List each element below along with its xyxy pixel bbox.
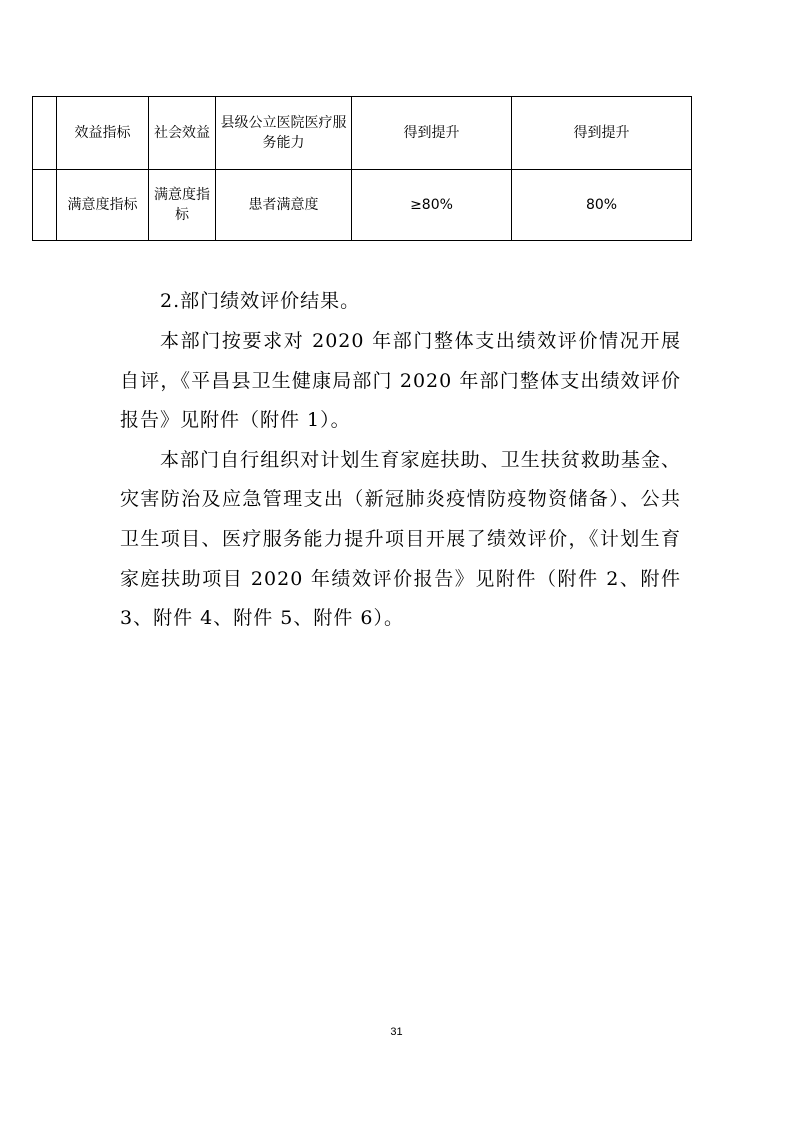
page-number: 31: [390, 1026, 403, 1038]
paragraph-project-evaluation: 本部门自行组织对计划生育家庭扶助、卫生扶贫救助基金、灾害防治及应急管理支出（新冠肺炎疫情防疫物资储备）、公共卫生项目、医疗服务能力提升项目开展了绩效评价，《计划生育家庭扶助项目 2020 年绩效评价报告》见附件（附件 2、附件 3、附件 4、附件 5、附件 6）。: [120, 448, 681, 630]
table-cell-actual: 80%: [512, 170, 692, 241]
table-cell-level1: 效益指标: [57, 97, 149, 170]
table-cell-level1: 满意度指标: [57, 170, 149, 241]
table-cell-level2: 社会效益: [149, 97, 216, 170]
table-cell-target: 得到提升: [352, 97, 512, 170]
table-cell-indicator: 县级公立医院医疗服务能力: [216, 97, 352, 170]
table-cell-target: ≥80%: [352, 170, 512, 241]
paragraph-self-evaluation: 本部门按要求对 2020 年部门整体支出绩效评价情况开展自评，《平昌县卫生健康局部门 2020 年部门整体支出绩效评价报告》见附件（附件 1）。: [120, 330, 681, 432]
table-cell-actual: 得到提升: [512, 97, 692, 170]
section-heading: 2.部门绩效评价结果。: [160, 290, 361, 312]
body-text: [0, 280, 793, 639]
table-row: [33, 170, 692, 241]
table-cell-indicator: 患者满意度: [216, 170, 352, 241]
table-cell-blank: [33, 97, 57, 170]
performance-indicator-table: [32, 96, 692, 241]
table-row: [33, 97, 692, 170]
table-cell-level2: 满意度指标: [149, 170, 216, 241]
table-cell-blank: [33, 170, 57, 241]
